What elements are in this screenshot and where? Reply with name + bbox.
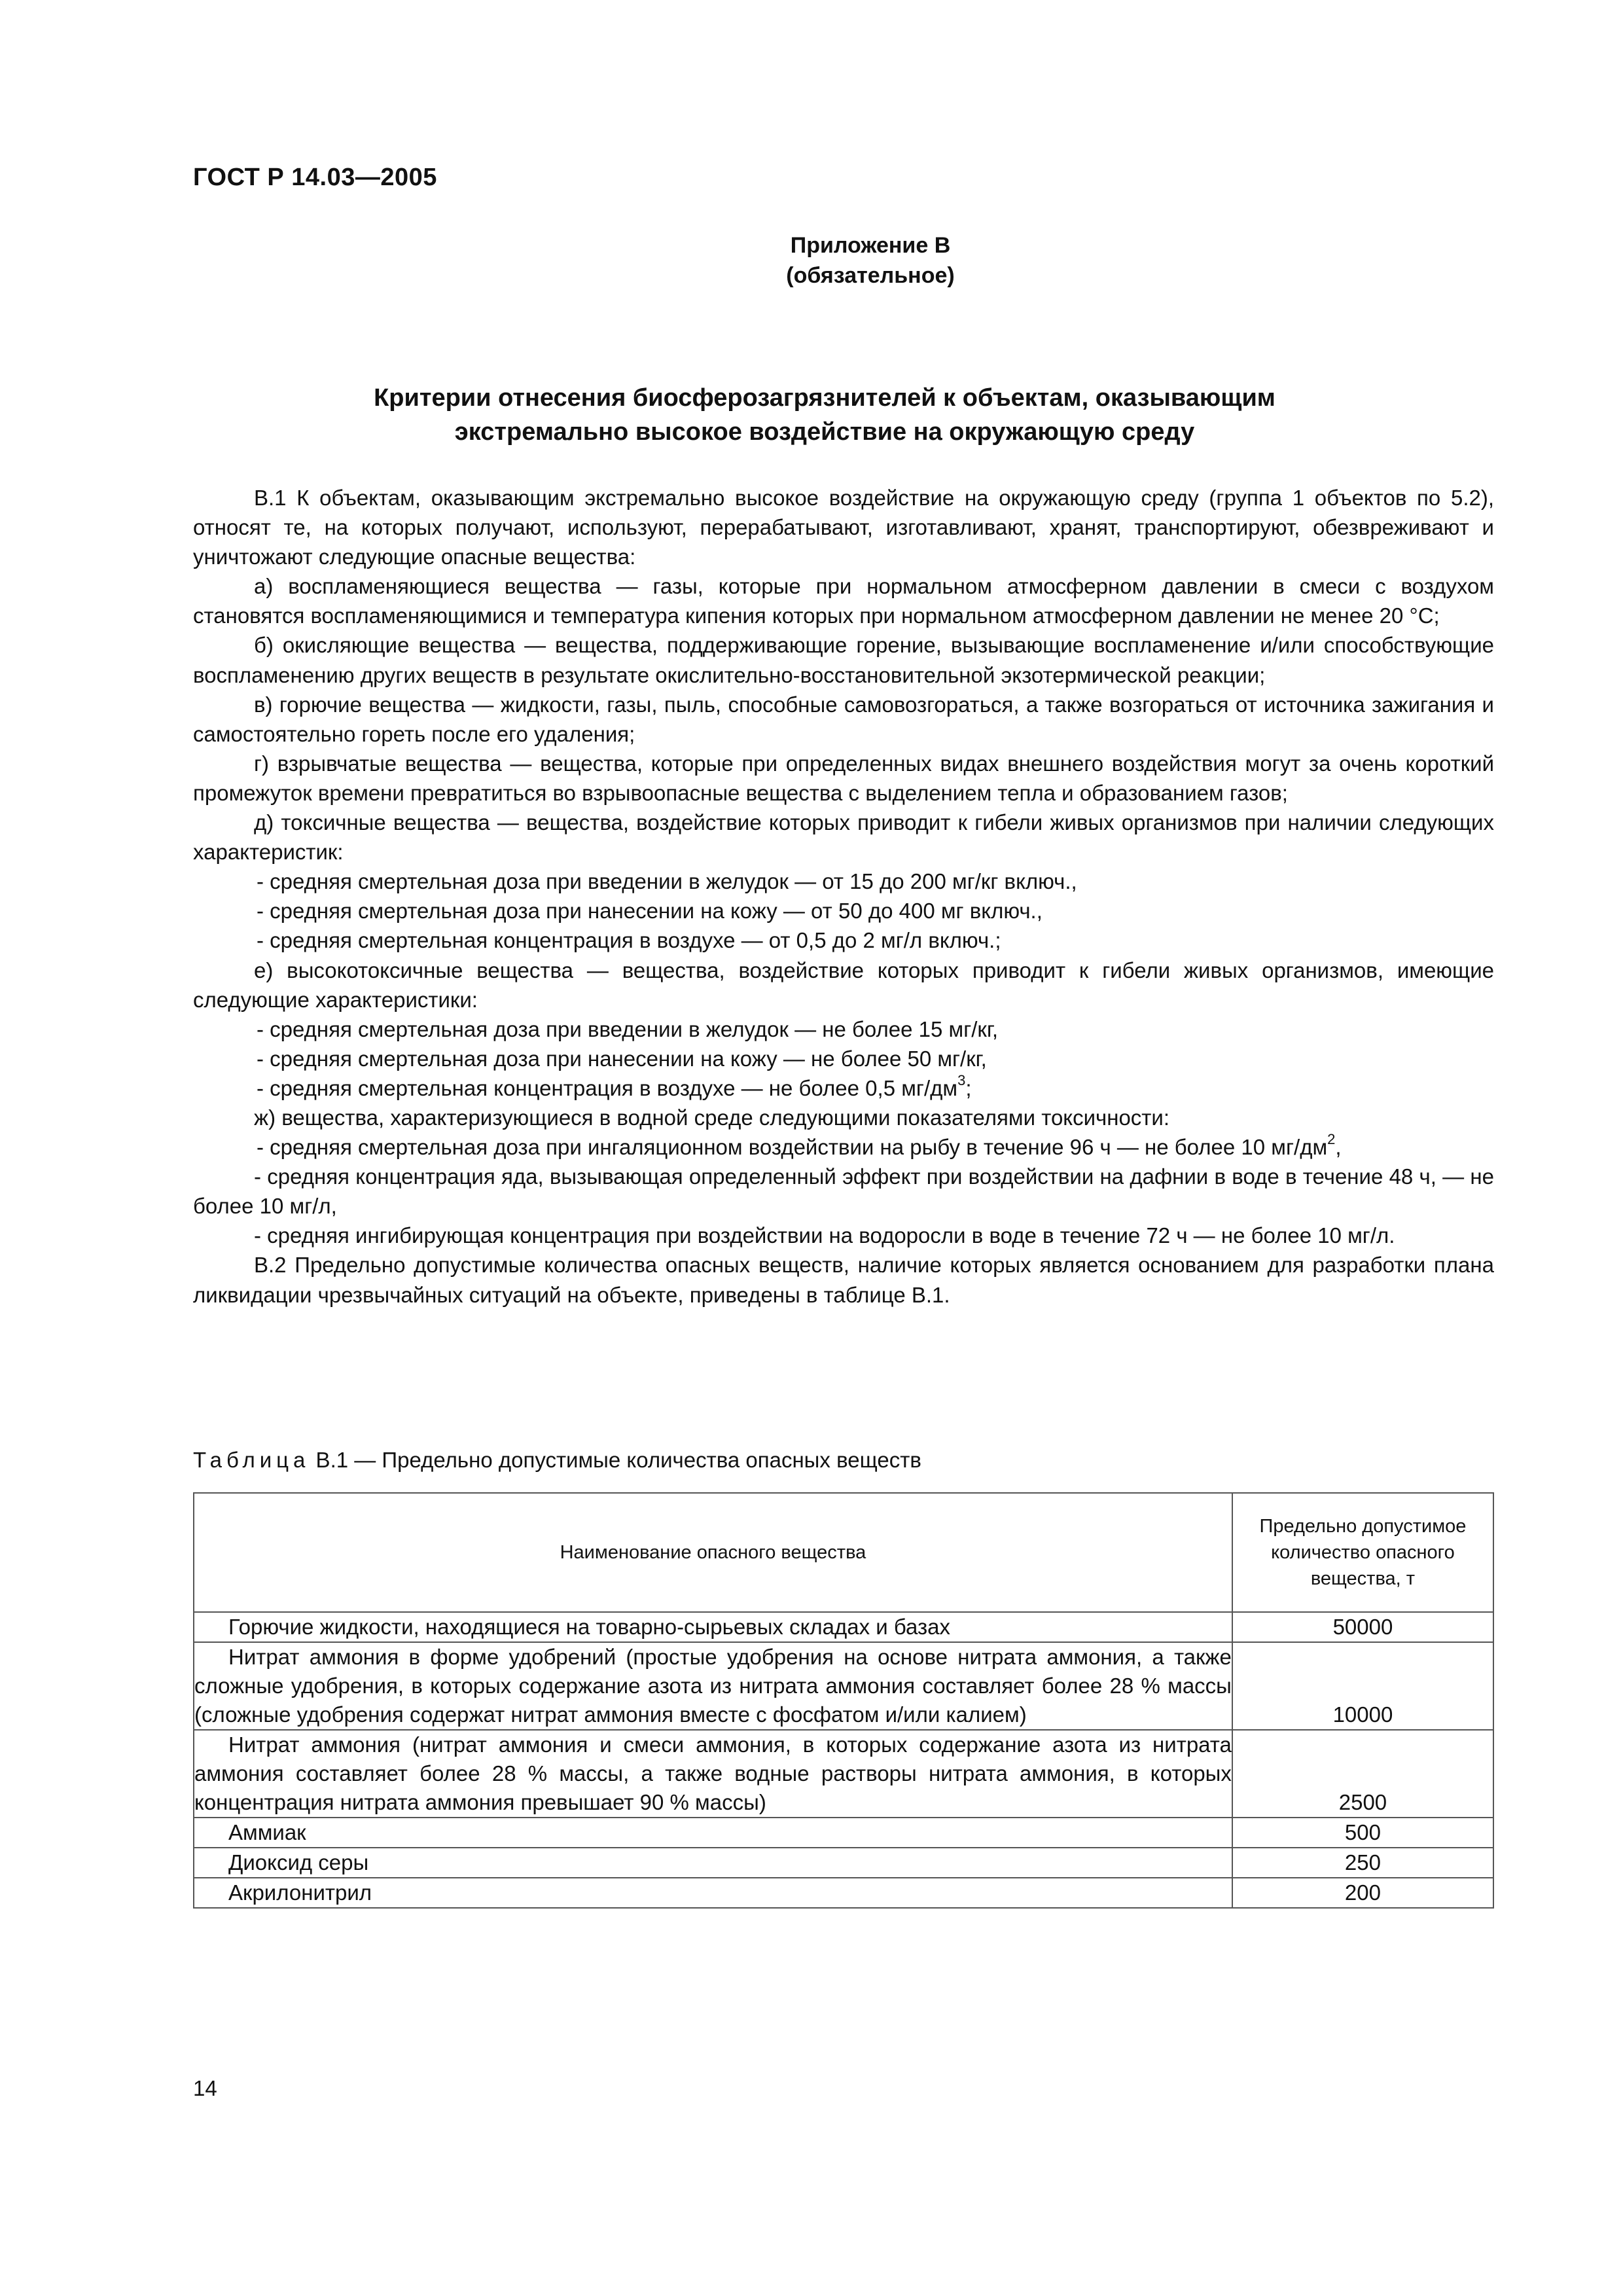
substance-name-cell: [194, 1818, 1232, 1848]
substance-name: Акрилонитрил: [228, 1880, 372, 1905]
substance-name: Нитрат аммония в форме удобрений (простые удобрения на основе нитрата аммония, а также сложные удобрения, в которых содержание азота из нитрата аммония составляет более 28 % массы (сложные удобрения содержат нитрат аммония вместе с фосфатом и/или калием): [194, 1645, 1232, 1727]
item-e-dash-2: - средняя смертельная доза при нанесении на кожу — не более 50 мг/кг,: [257, 1046, 987, 1071]
quantity-cell: 2500: [1232, 1730, 1493, 1818]
item-zh-dash-2: - средняя концентрация яда, вызывающая определенный эффект при воздействии на дафнии в воде в течение 48 ч, — не более 10 мг/л,: [193, 1164, 1494, 1219]
item-v: в) горючие вещества — жидкости, газы, пыль, способные самовозгораться, а также возгораться от источника зажигания и самостоятельно гореть после его удаления;: [193, 692, 1494, 746]
header-max-quantity: Предельно допустимое количество опасного вещества, т: [1232, 1493, 1493, 1612]
substance-name: Горючие жидкости, находящиеся на товарно-сырьевых складах и базах: [228, 1615, 951, 1639]
substance-name: Диоксид серы: [228, 1850, 369, 1874]
table-row: [194, 1730, 1493, 1818]
item-zh-dash-3: - средняя ингибирующая концентрация при воздействии на водоросли в воде в течение 72 ч — не более 10 мг/л.: [254, 1223, 1395, 1248]
table-row: [194, 1642, 1493, 1730]
table-caption-text: В.1 — Предельно допустимые количества опасных веществ: [310, 1448, 921, 1472]
table-caption-word: Таблица: [193, 1448, 310, 1472]
superscript: 3: [957, 1071, 966, 1088]
substance-name-cell: [194, 1612, 1232, 1642]
substance-name-cell: [194, 1848, 1232, 1878]
paragraph-b2: В.2 Предельно допустимые количества опасных веществ, наличие которых является основанием для разработки плана ликвидации чрезвычайных ситуаций на объекте, приведены в таблице В.1.: [193, 1253, 1494, 1307]
appendix-heading: [0, 230, 1623, 291]
superscript: 2: [1327, 1131, 1336, 1148]
substance-name: Нитрат аммония (нитрат аммония и смеси аммония, в которых содержание азота из нитрата аммония составляет более 28 % массы, а также водные растворы нитрата аммония, в которых концентрация нитрата аммония превышает 90 % массы): [194, 1732, 1232, 1814]
section-title-line-2: экстремально высокое воздействие на окружающую среду: [454, 418, 1195, 446]
item-zh-dash-1: [193, 1132, 1494, 1162]
item-e-dash-3: [193, 1073, 1494, 1103]
item-b: б) окисляющие вещества — вещества, поддерживающие горение, вызывающие воспламенение и/или способствующие воспламенению других веществ в результате окислительно-восстановительной экзотермической реакции;: [193, 633, 1494, 687]
item-e-dash-1: - средняя смертельная доза при введении в желудок — не более 15 мг/кг,: [257, 1016, 999, 1041]
appendix-status: (обязательное): [786, 263, 955, 288]
substance-name-cell: [194, 1730, 1232, 1818]
table-header-row: [194, 1493, 1493, 1612]
quantity-cell: 200: [1232, 1878, 1493, 1908]
table-row: [194, 1818, 1493, 1848]
table-row: [194, 1878, 1493, 1908]
quantity-cell: 500: [1232, 1818, 1493, 1848]
substance-name-cell: [194, 1642, 1232, 1730]
item-zh-dash-1-end: ,: [1335, 1135, 1342, 1160]
quantity-cell: 250: [1232, 1848, 1493, 1878]
section-title-line-1: Критерии отнесения биосферозагрязнителей к объектам, оказывающим: [374, 384, 1275, 412]
item-d-dash-1: - средняя смертельная доза при введении в желудок — от 15 до 200 мг/кг включ.,: [257, 869, 1077, 894]
quantity-cell: 10000: [1232, 1642, 1493, 1730]
item-d: д) токсичные вещества — вещества, воздействие которых приводит к гибели живых организмов при наличии следующих характеристик:: [193, 810, 1494, 865]
item-d-dash-2: - средняя смертельная доза при нанесении на кожу — от 50 до 400 мг включ.,: [257, 899, 1043, 924]
item-zh-dash-1-text: - средняя смертельная доза при ингаляционном воздействии на рыбу в течение 96 ч — не более 10 мг/дм: [257, 1135, 1328, 1160]
document-code: ГОСТ Р 14.03—2005: [193, 164, 437, 191]
item-g: г) взрывчатые вещества — вещества, которые при определенных видах внешнего воздействия могут за очень короткий промежуток времени превратиться во взрывоопасные вещества с выделением тепла и образованием газов;: [193, 751, 1494, 805]
table-caption: [193, 1448, 921, 1473]
section-title: [0, 381, 1623, 449]
substance-name-cell: [194, 1878, 1232, 1908]
item-zh: ж) вещества, характеризующиеся в водной среде следующими показателями токсичности:: [254, 1105, 1170, 1130]
item-a: а) воспламеняющиеся вещества — газы, которые при нормальном атмосферном давлении в смеси с воздухом становятся воспламеняющимися и температура кипения которых при нормальном атмосферном давлении не менее 20 °С;: [193, 574, 1494, 628]
quantity-cell: 50000: [1232, 1612, 1493, 1642]
table-row: [194, 1612, 1493, 1642]
paragraph-b1: В.1 К объектам, оказывающим экстремально высокое воздействие на окружающую среду (группа 1 объектов по 5.2), относят те, на которых получают, используют, перерабатывают, изготавливают, хранят, транспортируют, обезвреживают и уничтожают следующие опасные вещества:: [193, 486, 1494, 569]
table-row: [194, 1848, 1493, 1878]
item-e-dash-3-text: - средняя смертельная концентрация в воздухе — не более 0,5 мг/дм: [257, 1075, 958, 1100]
appendix-label: Приложение В: [790, 233, 951, 258]
header-substance-name: Наименование опасного вещества: [194, 1493, 1232, 1612]
page-number: 14: [193, 2076, 217, 2100]
substance-name: Аммиак: [228, 1820, 306, 1844]
item-e: е) высокотоксичные вещества — вещества, воздействие которых приводит к гибели живых организмов, имеющие следующие характеристики:: [193, 958, 1494, 1012]
item-d-dash-3: - средняя смертельная концентрация в воздухе — от 0,5 до 2 мг/л включ.;: [257, 928, 1001, 953]
body-text: [193, 483, 1494, 1310]
hazardous-substances-table: [193, 1492, 1494, 1909]
item-e-dash-3-end: ;: [965, 1075, 972, 1100]
